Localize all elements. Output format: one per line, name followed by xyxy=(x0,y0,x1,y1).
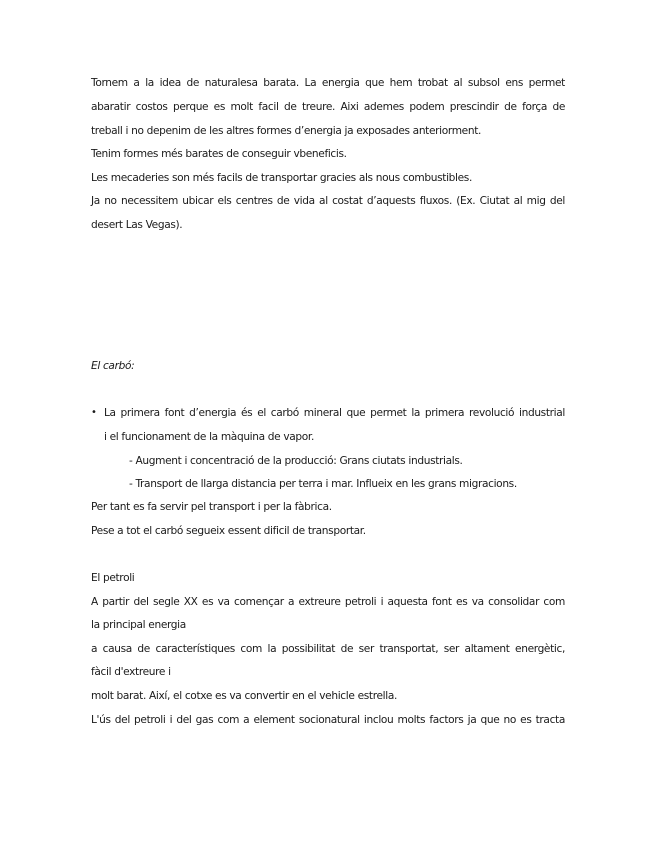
petroli-line: A partir del segle XX es va començar a extreure petroli i aquesta font es va consolidar com xyxy=(91,596,565,608)
bullet-line: i el funcionament de la màquina de vapor. xyxy=(104,431,314,443)
intro-line: Tornem a la idea de naturalesa barata. La energia que hem trobat al subsol ens permet xyxy=(91,77,565,89)
petroli-line: L'ús del petroli i del gas com a element socionatural inclou molts factors ja que no es tracta xyxy=(91,714,565,726)
bullet-line: La primera font d’energia és el carbó mineral que permet la primera revolució industrial xyxy=(104,407,565,419)
section-heading-petroli: El petroli xyxy=(91,572,135,584)
section-heading-carbo: El carbó: xyxy=(91,360,135,372)
petroli-line: a causa de característiques com la possibilitat de ser transportat, ser altament energètic, xyxy=(91,643,565,655)
carbo-text-line: Per tant es fa servir pel transport i per la fàbrica. xyxy=(91,501,332,513)
petroli-line: molt barat. Així, el cotxe es va convertir en el vehicle estrella. xyxy=(91,690,397,702)
petroli-line: la principal energia xyxy=(91,619,186,631)
intro-line: abaratir costos perque es molt facil de treure. Aixi ademes podem prescindir de força de xyxy=(91,101,565,113)
intro-line: Tenim formes més barates de conseguir vbeneficis. xyxy=(91,148,347,160)
sub-item: - Augment i concentració de la producció: Grans ciutats industrials. xyxy=(129,455,463,467)
sub-item: - Transport de llarga distancia per terra i mar. Influeix en les grans migracions. xyxy=(129,478,517,490)
carbo-text-line: Pese a tot el carbó segueix essent dificil de transportar. xyxy=(91,525,366,537)
intro-line: Les mecaderies son més facils de transportar gracies als nous combustibles. xyxy=(91,172,472,184)
intro-line: desert Las Vegas). xyxy=(91,219,183,231)
petroli-line: fàcil d'extreure i xyxy=(91,666,171,678)
intro-line: Ja no necessitem ubicar els centres de vida al costat d’aquests fluxos. (Ex. Ciutat al mig del xyxy=(91,195,565,207)
intro-line: treball i no depenim de les altres formes d’energia ja exposades anteriorment. xyxy=(91,125,482,137)
bullet-icon: • xyxy=(91,407,97,418)
